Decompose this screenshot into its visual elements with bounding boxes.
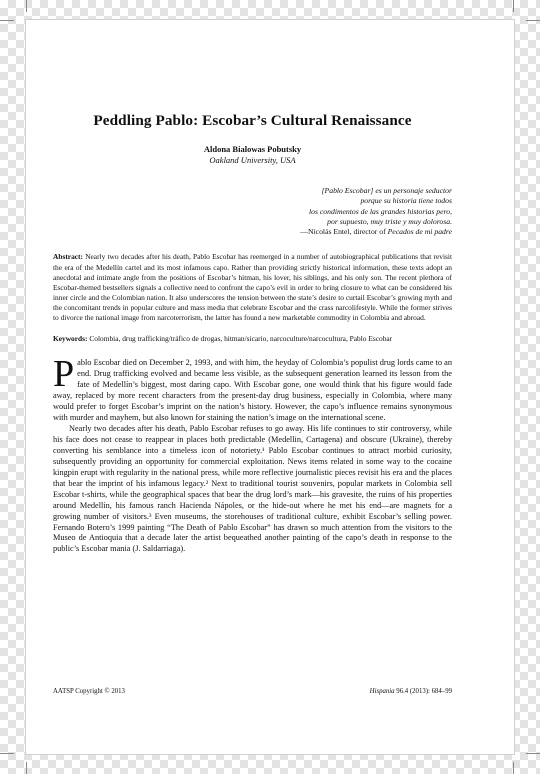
crop-mark-bottom-left-v <box>26 762 27 774</box>
abstract-label: Abstract: <box>53 252 83 262</box>
keywords <box>53 334 452 344</box>
body-paragraph <box>53 353 452 424</box>
crop-mark-bottom-right-v <box>513 762 514 774</box>
citation-details: 96.4 (2013): 684–99 <box>394 688 452 695</box>
body-paragraph: Nearly two decades after his death, Pablo Escobar refuses to go away. His life continues to stir controversy, while his face does not cease to reappear in places both predictable (Medellin, Cartagena) and obscure (Ukraine), thereby converting his semblance into a timeless icon of notoriety.¹ Pablo Escobar continues to attract morbid curiosity, subsequently providing an opportunity for commercial exploitation. News items related in some way to the cocaine kingpin erupt with regularity in the national press, while more reflective journalistic pieces revisit his era and the places that bear the imprint of his infamous legacy.² Next to traditional tourist souvenirs, popular markets in Colombia sell Escobar t-shirts, while the geographical spaces that bear the drug lord’s mark—his gravesite, the ruins of his properties around Medellín, his famous ranch Hacienda Nápoles, or the hide-out where he met his end—are magnets for a growing number of visitors.³ Even museums, the storehouses of traditional culture, exhibit Escobar’s selling power. Fernando Botero’s 1999 painting “The Death of Pablo Escobar” has drawn so much attention from the visitors to the Museo de Antioquia that a decade later the artist bequeathed another painting of the capo’s death in response to the public’s Escobar mania (J. Saldarriaga). <box>53 423 452 554</box>
journal-name: Hispania <box>369 688 395 695</box>
body-paragraph-text: ablo Escobar died on December 2, 1993, and with him, the heyday of Colombia’s populist drug lords came to an end. Drug trafficking evolved and became less visible, as the subsequent generation learned its lesson from the fate of Medellín’s biggest, most daring capo. With Escobar gone, one would think that his figure would fade away, replaced by more recent characters from the present-day drug business, especially in Colombia, where many would prefer to forget Escobar’s imprint on the nation’s history. However, the capo’s influence remains synonymous with murder and mayhem, but also known for staining the nation’s image on the international scene. <box>53 358 452 422</box>
epigraph <box>53 186 452 237</box>
crop-mark-top-right-h <box>526 20 540 21</box>
abstract-text: Nearly two decades after his death, Pablo Escobar has reemerged in a number of autobiographical publications that revisit the era of the Medellín cartel and its most infamous capo. Rather than providing strictly historical information, these texts adopt an anecdotal and intimate angle from the positions of Escobar’s hitman, his lover, his siblings, and his only son. The recent plethora of Escobar-themed bestsellers signals a collective need to confront the capo’s evil in order to bring closure to what can be considered his inner circle and the Colombian nation. It also underscores the tension between the state’s desire to curtail Escobar’s growing myth and the concomitant trends in popular culture and mass media that celebrate Escobar and the crass narcolifestyle. While the former strives to divorce the national image from narcoterrorism, the latter has found a new marketable commodity in Colombia and abroad. <box>53 252 452 323</box>
article-content <box>53 112 452 555</box>
article-title: Peddling Pablo: Escobar’s Cultural Renaissance <box>93 112 412 129</box>
epigraph-source-title: Pecados de mi padre <box>387 227 452 237</box>
keywords-text: Colombia, drug trafficking/tráfico de drogas, hitman/sicario, narcoculture/narcocultura, Pablo Escobar <box>89 334 393 344</box>
crop-mark-bottom-left-h <box>0 753 14 754</box>
crop-mark-top-left-h <box>0 20 14 21</box>
drop-cap: P <box>53 353 75 396</box>
epigraph-source <box>53 227 452 237</box>
article-body <box>53 353 452 555</box>
epigraph-line: porque su historia tiene todos <box>360 196 452 206</box>
abstract <box>53 252 452 323</box>
copyright-notice: AATSP Copyright © 2013 <box>53 688 125 695</box>
crop-mark-bottom-right-h <box>526 753 540 754</box>
crop-mark-top-right-v <box>513 0 514 12</box>
keywords-label: Keywords: <box>53 334 88 344</box>
author-name: Aldona Bialowas Pobutsky <box>203 144 302 154</box>
epigraph-line: por supuesto, muy triste y muy dolorosa. <box>327 216 452 226</box>
epigraph-line: [Pablo Escobar] es un personaje seductor <box>321 186 452 195</box>
epigraph-line: los condimentos de las grandes historias pero, <box>309 206 452 216</box>
author-affiliation: Oakland University, USA <box>209 155 296 165</box>
crop-mark-top-left-v <box>26 0 27 12</box>
epigraph-source-author: —Nicolás Entel, director of <box>300 227 388 237</box>
page-footer <box>53 688 452 695</box>
citation <box>370 688 452 695</box>
